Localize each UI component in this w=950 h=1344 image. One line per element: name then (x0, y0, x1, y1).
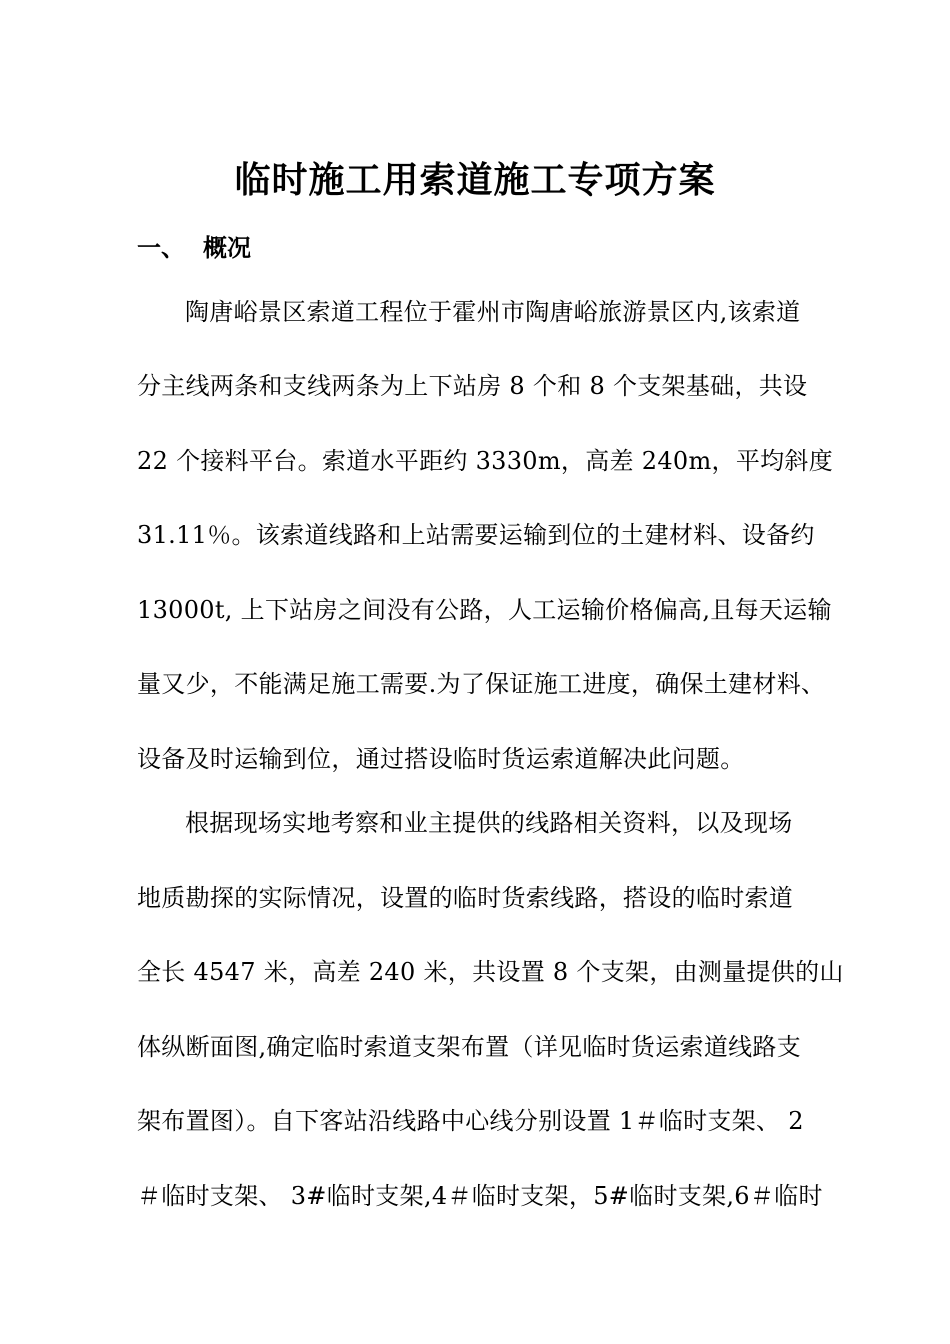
paragraph-line: 22 个接料平台。索道水平距约 3330m，高差 240m，平均斜度 (137, 447, 834, 475)
paragraph-line: 根据现场实地考察和业主提供的线路相关资料，以及现场 (185, 809, 793, 837)
paragraph-line: 陶唐峪景区索道工程位于霍州市陶唐峪旅游景区内,该索道 (185, 298, 801, 326)
paragraph-line: 体纵断面图,确定临时索道支架布置（详见临时货运索道线路支 (137, 1033, 802, 1061)
section-title: 概况 (203, 233, 251, 262)
paragraph-line: 全长 4547 米，高差 240 米，共设置 8 个支架，由测量提供的山 (137, 958, 844, 986)
paragraph-line: 地质勘探的实际情况，设置的临时货索线路，搭设的临时索道 (137, 884, 794, 912)
section-heading (137, 228, 251, 268)
document-title: 临时施工用索道施工专项方案 (234, 159, 716, 201)
paragraph-line: 31.11％。该索道线路和上站需要运输到位的土建材料、设备约 (137, 521, 815, 549)
paragraph-line: 设备及时运输到位，通过搭设临时货运索道解决此问题。 (137, 745, 745, 773)
paragraph-line: ＃临时支架、 3#临时支架,4＃临时支架，5#临时支架,6＃临时 (137, 1182, 823, 1210)
paragraph-line: 分主线两条和支线两条为上下站房 8 个和 8 个支架基础，共设 (137, 372, 808, 400)
section-number: 一、 (137, 233, 185, 262)
paragraph-line: 13000t, 上下站房之间没有公路，人工运输价格偏高,且每天运输 (137, 596, 832, 624)
paragraph-line: 量又少，不能满足施工需要.为了保证施工进度，确保土建材料、 (137, 670, 826, 698)
paragraph-line: 架布置图）。自下客站沿线路中心线分别设置 1＃临时支架、 2 (137, 1107, 804, 1135)
